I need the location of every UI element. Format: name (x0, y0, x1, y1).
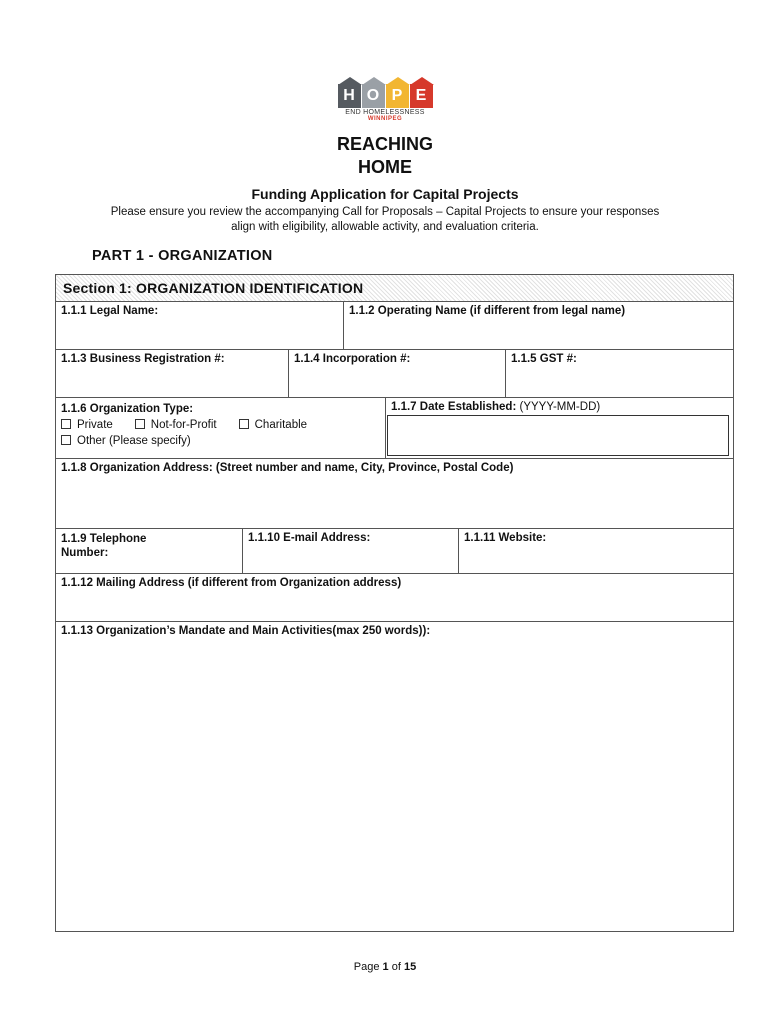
section-title: Section 1: ORGANIZATION IDENTIFICATION (56, 275, 733, 302)
logo-house-p: P (386, 84, 409, 108)
doc-title-line1: REACHING (336, 134, 433, 154)
website-label: 1.1.11 Website: (464, 532, 547, 544)
date-established-input[interactable] (387, 415, 729, 456)
gst-label: 1.1.5 GST #: (511, 353, 577, 365)
business-registration-label: 1.1.3 Business Registration #: (61, 353, 225, 365)
option-charitable[interactable]: Charitable (239, 417, 307, 433)
footer-page-number: 1 (382, 961, 389, 973)
page-footer (0, 961, 770, 973)
date-format-hint: (YYYY-MM-DD) (519, 401, 601, 413)
organization-address-field[interactable] (55, 458, 734, 529)
organization-type-options-row2 (61, 433, 380, 449)
checkbox-not-for-profit[interactable] (135, 419, 145, 429)
telephone-label-line1: 1.1.9 Telephone (61, 533, 147, 545)
footer-total-pages: 15 (403, 961, 417, 973)
footer-of-word: of (391, 961, 401, 973)
organization-type-field (55, 397, 386, 459)
incorporation-field[interactable] (288, 349, 506, 398)
checkbox-private[interactable] (61, 419, 71, 429)
organization-address-label: 1.1.8 Organization Address: (Street number and name, City, Province, Postal Code) (61, 462, 514, 474)
option-private[interactable]: Private (61, 417, 113, 433)
mailing-address-field[interactable] (55, 573, 734, 622)
website-field[interactable] (458, 528, 734, 574)
logo-city: WINNIPEG (367, 116, 403, 122)
organization-type-options-row1 (61, 417, 380, 433)
operating-name-label: 1.1.2 Operating Name (if different from legal name) (349, 305, 626, 317)
doc-instructions: Please ensure you review the accompanying Call for Proposals – Capital Projects to ensure your responses align with eligibility, allowable activity, and evaluation criteria. (110, 206, 660, 233)
footer-page-word: Page (353, 961, 380, 973)
logo-house-e: E (410, 84, 433, 108)
option-other[interactable]: Other (Please specify) (61, 433, 191, 449)
telephone-label-line2: Number: (61, 547, 109, 559)
date-established-label: 1.1.7 Date Established: (391, 401, 517, 413)
checkbox-charitable[interactable] (239, 419, 249, 429)
doc-title-line2: HOME (358, 157, 412, 177)
business-registration-field[interactable] (55, 349, 289, 398)
logo-tagline: END HOMELESSNESS (345, 109, 425, 116)
email-field[interactable] (242, 528, 459, 574)
doc-subtitle: Funding Application for Capital Projects (251, 186, 519, 202)
legal-name-field[interactable] (55, 301, 344, 350)
logo-houses (334, 78, 436, 108)
option-not-for-profit[interactable]: Not-for-Profit (135, 417, 217, 433)
part-title: PART 1 - ORGANIZATION (92, 248, 273, 264)
incorporation-label: 1.1.4 Incorporation #: (294, 353, 411, 365)
gst-field[interactable] (505, 349, 734, 398)
organization-type-label: 1.1.6 Organization Type: (61, 403, 194, 415)
logo-house-h: H (338, 84, 361, 108)
mandate-field[interactable] (55, 621, 734, 932)
telephone-field[interactable] (55, 528, 243, 574)
legal-name-label: 1.1.1 Legal Name: (61, 305, 159, 317)
operating-name-field[interactable] (343, 301, 734, 350)
mailing-address-label: 1.1.12 Mailing Address (if different from Organization address) (61, 577, 402, 589)
hope-logo (334, 78, 436, 126)
email-label: 1.1.10 E-mail Address: (248, 532, 371, 544)
checkbox-other[interactable] (61, 435, 71, 445)
logo-house-o: O (362, 84, 385, 108)
mandate-label: 1.1.13 Organization’s Mandate and Main Activities(max 250 words)): (61, 625, 431, 637)
organization-form (55, 274, 734, 932)
